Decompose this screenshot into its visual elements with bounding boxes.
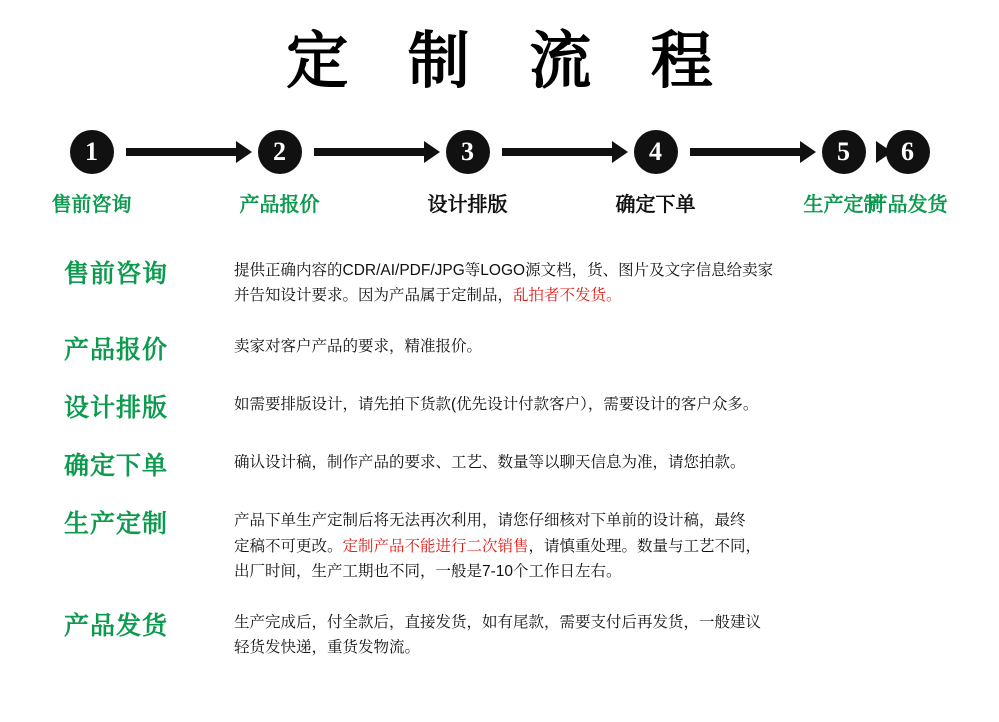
step-label-6: 产品发货	[867, 194, 948, 217]
step-label-2: 产品报价	[239, 194, 320, 217]
step-label-5: 生产定制	[803, 194, 884, 217]
detail-line-text: 定稿不可更改。	[234, 537, 343, 555]
step-node-3: 3	[446, 130, 490, 174]
step-node-2: 2	[258, 130, 302, 174]
detail-label-production: 生产定制	[64, 510, 169, 539]
detail-text-production	[234, 502, 965, 583]
step-label-1: 售前咨询	[51, 194, 132, 217]
detail-highlight: 乱拍者不发货。	[513, 287, 622, 305]
step-arrow-1	[126, 148, 238, 156]
detail-highlight: 定制产品不能进行二次销售	[342, 537, 529, 555]
step-node-6: 6	[886, 130, 930, 174]
detail-line: 确认设计稿，制作产品的要求、工艺、数量等以聊天信息为准，请您拍款。	[234, 454, 746, 472]
detail-list	[0, 252, 999, 660]
detail-line: 生产完成后，付全款后，直接发货，如有尾款，需要支付后再发货，一般建议	[234, 613, 762, 631]
detail-line: 卖家对客户产品的要求，精准报价。	[234, 338, 483, 356]
detail-line-text: ，请慎重处理。数量与工艺不同，	[528, 537, 762, 555]
detail-line: 如需要排版设计，请先拍下货款(优先设计付款客户），需要设计的客户众多。	[234, 396, 759, 414]
step-node-1: 1	[70, 130, 114, 174]
step-label-4: 确定下单	[615, 194, 696, 217]
step-node-5: 5	[822, 130, 866, 174]
detail-text-quote	[234, 328, 965, 359]
detail-row-shipping	[64, 604, 965, 660]
detail-label-order: 确定下单	[64, 452, 169, 481]
page-title: 定 制 流 程	[286, 28, 735, 96]
detail-row-pre-sale	[64, 252, 965, 308]
detail-row-order	[64, 444, 965, 482]
detail-label-pre-sale: 售前咨询	[64, 260, 169, 289]
detail-text-shipping	[234, 604, 965, 660]
detail-text-design	[234, 386, 965, 417]
detail-line: 出厂时间，生产工期也不同，一般是7-10个工作日左右。	[234, 562, 622, 580]
detail-line: 轻货发快递，重货发物流。	[234, 638, 421, 656]
detail-line	[234, 283, 965, 308]
detail-text-pre-sale	[234, 252, 965, 308]
detail-line	[234, 534, 965, 559]
detail-line: 产品下单生产定制后将无法再次利用，请您仔细核对下单前的设计稿，最终	[234, 512, 746, 530]
detail-label-design: 设计排版	[64, 394, 169, 423]
step-arrow-4	[690, 148, 802, 156]
detail-row-production	[64, 502, 965, 583]
step-node-4: 4	[634, 130, 678, 174]
detail-label-quote: 产品报价	[64, 336, 169, 365]
step-arrow-3	[502, 148, 614, 156]
step-flow	[70, 130, 930, 178]
detail-row-quote	[64, 328, 965, 366]
detail-line: 提供正确内容的CDR/AI/PDF/JPG等LOGO源文档，货、图片及文字信息给卖家	[234, 262, 774, 280]
step-label-3: 设计排版	[427, 194, 508, 217]
detail-row-design	[64, 386, 965, 424]
detail-text-order	[234, 444, 965, 475]
step-arrow-2	[314, 148, 426, 156]
step-labels	[51, 188, 948, 218]
detail-line-text: 并告知设计要求。因为产品属于定制品，	[234, 287, 514, 305]
detail-label-shipping: 产品发货	[64, 611, 169, 640]
